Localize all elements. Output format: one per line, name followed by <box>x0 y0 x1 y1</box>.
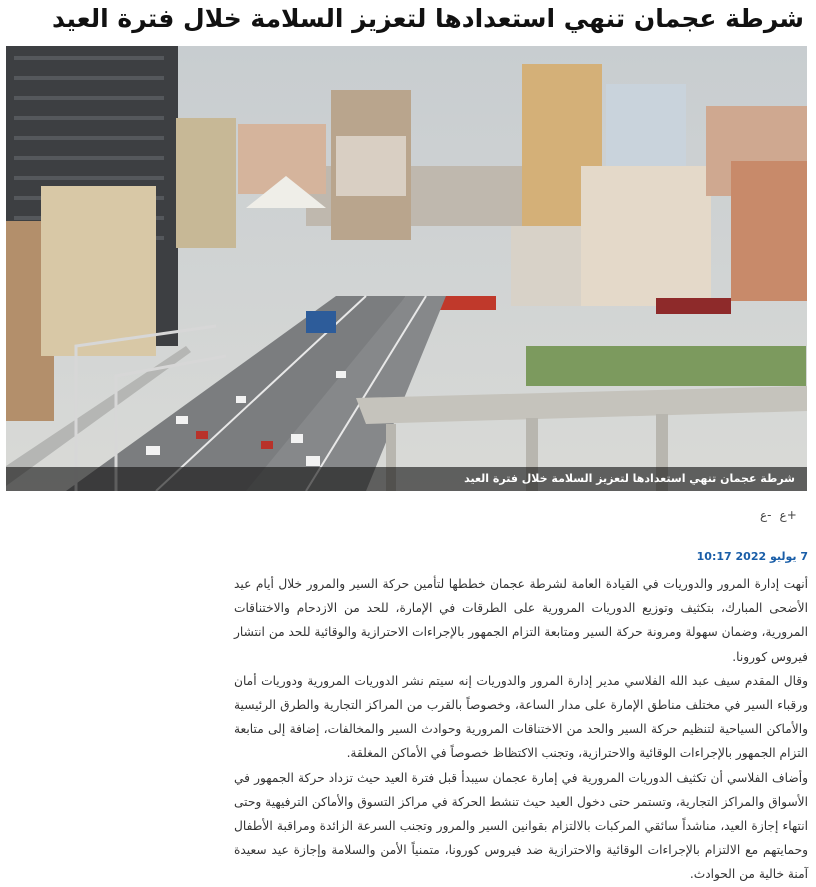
font-decrease-button[interactable]: ع- <box>760 508 772 522</box>
font-increase-button[interactable]: ع+ <box>779 508 797 522</box>
image-caption: شرطة عجمان تنهي استعدادها لتعزيز السلامة خلال فترة العيد <box>6 467 807 491</box>
article-paragraph: وأضاف الفلاسي أن تكثيف الدوريات المرورية في إمارة عجمان سيبدأ قبل فترة العيد حيث تزداد حركة الجمهور في الأسواق والمراكز التجارية، وتستمر حتى دخول العيد حيث تنشط الحركة في مراكز التسوق والأماكن الترفيهية وحتى انتهاء إجازة العيد، مناشداً سائقي المركبات بالالتزام بقوانين السير والمرور وتجنب السرعة الزائدة ومراقبة الأطفال وحمايتهم مع الالتزام بالإجراءات الوقائية والاحترازية ضد فيروس كورونا، متمنياً الأمن والسلامة وإجازة عيد سعيدة آمنة خالية من الحوادث. <box>234 770 808 882</box>
article-headline: شرطة عجمان تنهي استعدادها لتعزيز السلامة خلال فترة العيد <box>52 4 804 33</box>
article-paragraph: وقال المقدم سيف عبد الله الفلاسي مدير إدارة المرور والدوريات إنه سيتم نشر الدوريات المرورية ودوريات أمان ورقباء السير في مختلف مناطق الإمارة على مدار الساعة، وخصوصاً بالقرب من المراكز التجارية والطرق الرئيسية والأماكن السياحية لتنظيم حركة السير والحد من الاختناقات المرورية وحوادث السير والمخالفات، إضافة إلى متابعة التزام الجمهور بالإجراءات الوقائية والاحترازية، وتجنب الاكتظاظ خصوصاً في الأماكن المغلقة. <box>234 673 808 761</box>
font-size-controls <box>760 508 797 522</box>
article-body <box>234 572 808 887</box>
city-highway-illustration <box>6 46 807 491</box>
publish-date: 7 يوليو 2022 10:17 <box>696 550 808 563</box>
article-photo <box>6 46 807 491</box>
article-paragraph: أنهت إدارة المرور والدوريات في القيادة العامة لشرطة عجمان خططها لتأمين حركة السير والمرور خلال أيام عيد الأضحى المبارك، بتكثيف وتوزيع الدوريات المرورية على الطرقات في الإمارة، للحد من الازدحام والاختناقات المرورية، وضمان سهولة ومرونة حركة السير ومتابعة التزام الجمهور بالإجراءات الاحترازية والوقائية للحد من انتشار فيروس كورونا. <box>234 577 808 664</box>
